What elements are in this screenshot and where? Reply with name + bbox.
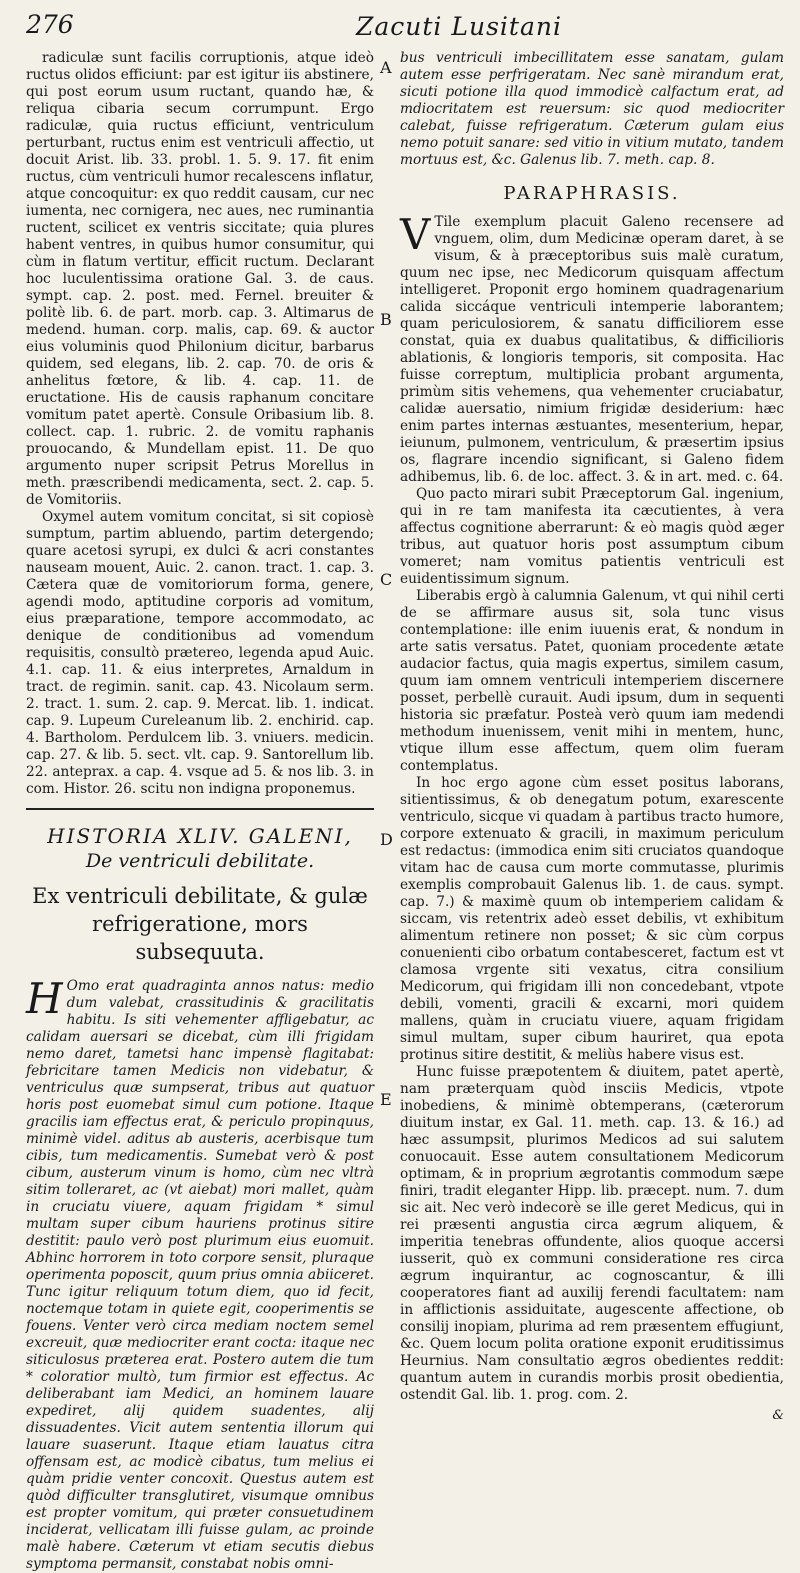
margin-letter-a: A bbox=[380, 58, 392, 77]
right-intro: bus ventriculi imbecillitatem esse sanatam, gulam autem esse perfrigeratam. Nec sanè mirandum erat, sicuti potione illa quod immodicè calfactum erat, ad mdiocritatem est reuersum: sic quod mediocriter calebat, fuisse refrigeratum. Cæterum gulam eius nemo potuit sanare: sed vitio in vitium mutato, tandem mortuus est, &c. Galenus lib. 7. meth. cap. 8. bbox=[400, 50, 784, 168]
historia-subtitle: De ventriculi debilitate. bbox=[85, 850, 315, 872]
right-column bbox=[400, 50, 784, 1423]
paraphrasis-dropcap: V bbox=[400, 210, 431, 259]
right-paragraph-4: In hoc ergo agone cùm esset positus laborans, sitientissimus, & ob denegatum potum, exarescente ventriculo, sicque vi quadam à partibus tracto humore, corpore extenuato & gracili, in maximum periculum est redactus: (immodica enim siti cruciatos quandoque vitam hac de causa cum morte commutasse, plurimis exemplis comprobauit Galenus lib. 1. de caus. sympt. cap. 7.) & maximè quum ob intemperiem calidam & siccam, vis retentrix adeò esset debilis, vt exhibitum alimentum retinere non posset; & sic cùm corpus conuenienti cibo orbatum contabesceret, factum est vt clamosa vrgente siti vexatus, citra consilium Medicorum, qui frigidam illi non concedebant, vtpote debili, vomenti, gracili & excarni, mori quidem mallens, quàm in cruciatu viuere, aquam frigidam simul multam, super cibum hauriret, qua epota protinus sitire destitit, & meliùs habere visus est. bbox=[400, 775, 784, 1063]
historia-body: Omo erat quadraginta annos natus: medio dum valebat, crassitudinis & gracilitatis habitu. Is siti vehementer affligebatur, ac calidam auersari se dicebat, cùm illi frigidam nemo daret, tametsi hanc impensè flagitabat: febricitare tamen Medicis non videbatur, & ventriculus quæ sumpserat, tribus aut quatuor horis post euomebat simul cum potione. Itaque gracilis iam effectus erat, & periculo propinquus, minimè videl. aditus ab austeris, acerbisque tum cibis, tum medicamentis. Sumebat verò & post cibum, austerum vinum is homo, cùm nec vltrà sitim tolleraret, ac (vt aiebat) mori mallet, quàm in cruciatu viuere, aquam frigidam * simul multam super cibum hauriens protinus sitire destitit: paulo verò post plurimum eius euomuit. Abhinc horrorem in toto corpore sensit, pluraque operimenta poposcit, quum prius omnia abiiceret. Tunc igitur reliquum totum diem, quo id fecit, noctemque totam in quiete egit, cooperimentis se fouens. Venter verò circa mediam noctem semel excreuit, quæ mediocriter erant cocta: itaque nec siticulosus præterea erat. Postero autem die tum * coloratior multò, tum firmior est effectus. Ac deliberabant iam Medici, an hominem lauare expediret, alij quidem suadentes, alij dissuadentes. Vicit autem sententia illorum qui lauare suaserunt. Itaque etiam lauatus citra offensam est, ac modicè cibatus, tum melius ei quàm pridie venter concoxit. Questus autem est quòd difficulter transglutiret, visumque omnibus est propter vomitum, qui præter consuetudinem inciderat, vellicatam illi fuisse gulam, ac proinde malè habere. Cæterum vt etiam secutis diebus symptoma permansit, constabat nobis omni- bbox=[26, 978, 374, 1572]
margin-letter-e: E bbox=[380, 1090, 392, 1109]
section-rule bbox=[26, 808, 374, 810]
margin-letter-b: B bbox=[380, 310, 392, 329]
page-number: 276 bbox=[26, 10, 74, 39]
right-paragraph-3: Liberabis ergò à calumnia Galenum, vt qui nihil certi de se affirmare ausus sit, sola tunc visus contemplatione: ille enim iuuenis erat, & nondum in arte satis versatus. Patet, quoniam procedente ætate audacior factus, quia magis expertus, similem casum, quum iam omnem ventriculi intemperiem discernere posset, perbellè curauit. Audi ipsum, dum in sequenti historia sic præfatur. Posteà verò quum iam medendi methodum inuenissem, venit mihi in mentem, hunc, vtique illum esse affectum, quem olim fueram contemplatus. bbox=[400, 588, 784, 774]
margin-letters bbox=[376, 50, 398, 1350]
left-paragraph-2: Oxymel autem vomitum concitat, si sit copiosè sumptum, partim abluendo, partim detergendo; quare acetosi syrupi, ex dulci & acri constantes nauseam mouent, Auic. 2. canon. tract. 1. cap. 3. Cætera quæ de vomitoriorum forma, genere, agendi modo, aptitudine corporis ad vomitum, eius præparatione, tempore accommodato, ac denique de conditionibus ad vomendum requisitis, consultò prætereo, legenda apud Auic. 4.1. cap. 11. & eius interpretes, Arnaldum in tract. de regimin. sanit. cap. 43. Nicolaum serm. 2. tract. 1. sum. 2. cap. 9. Mercat. lib. 1. indicat. cap. 9. Lupeum Cureleanum lib. 2. enchirid. cap. 4. Bartholom. Perdulcem lib. 3. vniuers. medicin. cap. 27. & lib. 5. sect. vlt. cap. 9. Santorellum lib. 22. anteprax. a cap. 4. vsque ad 5. & nos lib. 3. in com. Histor. 26. scitu non indigna proponemus. bbox=[26, 509, 374, 797]
right-paragraph-1 bbox=[400, 210, 784, 486]
left-column bbox=[26, 50, 374, 1573]
right-paragraph-5: Hunc fuisse præpotentem & diuitem, patet apertè, nam præterquam quòd insciis Medicis, vtpote inobediens, & minimè obtemperans, (cæterorum diuitum instar, ex Gal. 11. meth. cap. 13. & 16.) ad hæc assumpsit, plurimos Medicos ad sui salutem conuocauit. Esse autem consultationem Medicorum optimam, & in proprium ægrotantis commodum sæpe finiri, tradit eleganter Hipp. lib. præcept. num. 7. dum sic ait. Nec verò indecorè se ille geret Medicus, qui in rei præsenti angustia circa ægrum aliquem, & imperitia tenebras offundente, alios quoque accersi iusserit, quò ex communi consideratione res circa ægrum inquirantur, ac cognoscantur, & illi cooperatores fiant ad auxilij ferendi facultatem: nam in afflictionis assiduitate, augescente affectione, ob consilij inopiam, plurima ad rem præsentem effugiunt, &c. Quem locum polita oratione exponit eruditissimus Heurnius. Nam consultatio ægros obedientes reddit: quantum autem in curandis morbis prosit obedientia, ostendit Gal. lib. 1. prog. com. 2. bbox=[400, 1064, 784, 1403]
right-paragraph-2: Quo pacto mirari subit Præceptorum Gal. ingenium, qui in re tam manifesta ita cæcutientes, à vera affectus cognitione aberrarunt: & eò magis quòd æger tribus, aut quatuor horis post assumptum cibum vomeret; nam vomitus patientis ventriculi est euidentissimum signum. bbox=[400, 486, 784, 587]
historia-dropcap: H bbox=[26, 974, 63, 1023]
right-paragraph-1-text: Tile exemplum placuit Galeno recensere ad vnguem, olim, dum Medicinæ operam daret, à se visum, & à præceptoribus suis malè curatum, quum nec ipse, nec Medicorum quisquam affectum intelligeret. Proponit ergo hominem quadragenarium calida siccáque ventriculi intemperie laborantem; quam periculosiorem, & sanatu difficiliorem esse constat, quia ex duabus qualitatibus, & difficilioris ablationis, & longioris temporis, sit composita. Hac fuisse correptum, multiplicia probant argumenta, primùm sitis vehemens, qua vehementer cruciabatur, calidæ auersatio, nimium frigidæ desiderium: hæc enim partes internas æstuantes, mesenterium, hepar, ieiunum, pulmonem, ventriculum, & præsertim ipsius os, flagrare incendio significant, si Galeno fidem adhibemus, lib. 6. de loc. affect. 3. & in art. med. c. 64. bbox=[400, 214, 784, 485]
running-head: Zacuti Lusitani bbox=[356, 12, 562, 41]
historia-text bbox=[26, 974, 374, 1573]
historia-title: HISTORIA XLIV. GALENI, bbox=[47, 824, 353, 848]
paraphrasis-heading: PARAPHRASIS. bbox=[503, 183, 681, 204]
historia-heading: Ex ventriculi debilitate, & gulæ refrigeratione, mors subsequuta. bbox=[32, 884, 368, 964]
page-header bbox=[26, 10, 780, 44]
catchword: & bbox=[772, 1408, 784, 1423]
left-paragraph-1: radiculæ sunt facilis corruptionis, atque ideò ructus olidos efficiunt: par est igitur iis abstinere, qui post eorum usum ructant, quando hæ, & reliqua cibaria secum corrumpunt. Ergo radiculæ, quia ructus efficiunt, ventriculum perturbant, ructus enim est ventriculi affectio, ut docuit Arist. lib. 33. probl. 1. 5. 9. 17. fit enim ructus, cùm ventriculi humor recalescens inflatur, atque concoquitur: ex quo reddit causam, cur nec iumenta, nec cornigera, nec aues, nec ruminantia ructent, scilicet ex ventris siccitate; quia plures habent ventres, in quibus humor consumitur, qui cùm in flatum vertitur, efficit ructum. Declarant hoc luculentissima oratione Gal. 3. de caus. sympt. cap. 2. post. med. Fernel. breuiter & politè lib. 6. de part. morb. cap. 3. Altimarus de medend. human. corp. malis, cap. 69. & auctor eius voluminis quod Philonium dicitur, barbarus quidem, sed elegans, lib. 2. cap. 70. de oris & anhelitus fœtore, & lib. 4. cap. 11. de eructatione. His de causis raphanum concitare vomitum patet apertè. Consule Oribasium lib. 8. collect. cap. 1. rubric. 2. de vomitu raphanis prouocando, & Mundellam epist. 11. De quo argumento nuper scripsit Petrus Morellus in meth. præscribendi medicamenta, sect. 2. cap. 5. de Vomitoriis. bbox=[26, 50, 374, 508]
margin-letter-c: C bbox=[380, 570, 393, 589]
margin-letter-d: D bbox=[380, 830, 393, 849]
